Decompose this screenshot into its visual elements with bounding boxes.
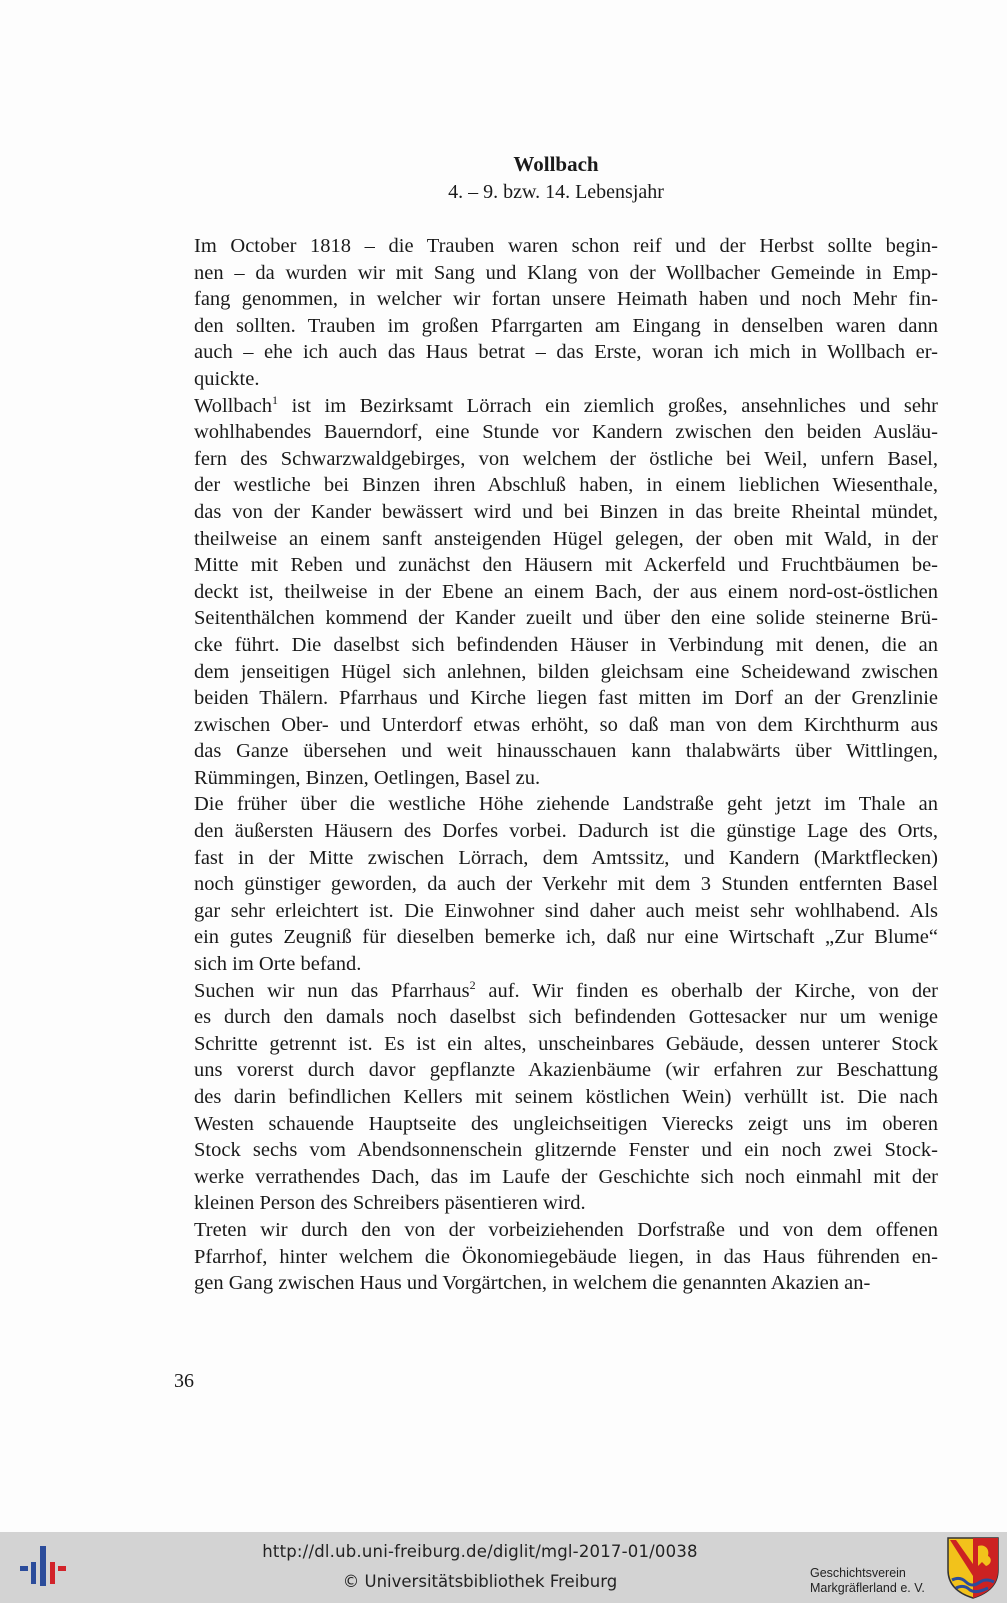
text-line: noch günstiger geworden, da auch der Verkehr mit dem 3 Stunden entfernten Basel [194, 873, 938, 896]
society-name [810, 1566, 925, 1596]
paragraph [174, 978, 938, 1217]
text-line: gar sehr erleichtert ist. Die Einwohner sind daher auch meist sehr wohlhabend. Als [194, 899, 938, 922]
text-line: das Ganze übersehen und weit hinausschauen kann thalabwärts über Wittlingen, [194, 740, 938, 763]
text-line: Seitenthälchen kommend der Kander zueilt und über den eine solide steinerne Brü- [194, 607, 938, 630]
text-line: Mitte mit Reben und zunächst den Häusern mit Ackerfeld und Fruchtbäumen be- [194, 554, 938, 577]
text-line: fern des Schwarzwaldgebirges, von welchem der östliche bei Weil, unfern Basel, [194, 447, 938, 470]
society-name-line-2: Markgräflerland e. V. [810, 1581, 925, 1595]
text-line: der westliche bei Binzen ihren Abschluß haben, in einem lieblichen Wiesenthale, [194, 474, 938, 497]
text-line: beiden Thälern. Pfarrhaus und Kirche liegen fast mitten im Dorf an der Grenzlinie [194, 687, 938, 710]
chapter-subtitle: 4. – 9. bzw. 14. Lebensjahr [448, 181, 664, 203]
text-line: Im October 1818 – die Trauben waren schon reif und der Herbst sollte begin- [194, 235, 938, 257]
body-text [174, 233, 938, 1297]
footer-url-link[interactable]: http://dl.ub.uni-freiburg.de/diglit/mgl-2017-01/0038 [262, 1542, 698, 1561]
text-line: dem jenseitigen Hügel sich anlehnen, bilden gleichsam eine Scheidewand zwischen [194, 660, 938, 683]
text-line: nen – da wurden wir mit Sang und Klang von der Wollbacher Gemeinde in Emp- [194, 261, 938, 284]
paragraph [174, 233, 938, 393]
text-line-rest: auf. Wir finden es oberhalb der Kirche, von der [475, 979, 939, 1002]
text-line: das von der Kander bewässert wird und bei Binzen in das breite Rheintal mündet, [194, 500, 938, 523]
footer-bar [0, 1532, 1007, 1603]
footnote-marker: 1 [272, 392, 279, 407]
text-line: kleinen Person des Schreibers päsentieren wird. [194, 1192, 586, 1215]
society-name-line-1: Geschichtsverein [810, 1566, 906, 1580]
footer-copyright: © Universitätsbibliothek Freiburg [342, 1572, 618, 1591]
text-line: werke verrathendes Dach, das im Laufe der Geschichte sich noch einmahl mit der [194, 1165, 938, 1188]
text-line [174, 393, 938, 420]
ub-freiburg-logo-icon [18, 1542, 68, 1592]
text-line: Die früher über die westliche Höhe ziehende Landstraße geht jetzt im Thale an [194, 793, 938, 816]
paragraph [174, 393, 938, 792]
page-number: 36 [174, 1370, 194, 1392]
text-line: wohlhabendes Bauerndorf, eine Stunde vor Kandern zwischen den beiden Ausläu- [194, 421, 938, 444]
text-line: Rümmingen, Binzen, Oetlingen, Basel zu. [194, 766, 541, 789]
text-line: des darin befindlichen Kellers mit seinem köstlichen Wein) verhüllt ist. Die nach [194, 1086, 938, 1108]
text-line: uns vorerst durch davor gepflanzte Akazienbäume (wir erfahren zur Beschattung [194, 1059, 938, 1082]
text-line: sich im Orte befand. [194, 953, 362, 976]
text-line [174, 978, 938, 1005]
text-line: Westen schauende Hauptseite des ungleichseitigen Vierecks zeigt uns im oberen [194, 1112, 938, 1135]
paragraph [174, 1217, 938, 1297]
text-line: fast in der Mitte zwischen Lörrach, dem Amtssitz, und Kandern (Marktflecken) [194, 846, 938, 869]
text-line: zwischen Ober- und Unterdorf etwas erhöht, so daß man von dem Kirchthurm aus [194, 713, 938, 736]
paragraph-lead: Wollbach [194, 394, 273, 417]
text-line: Treten wir durch den von der vorbeiziehenden Dorfstraße und von dem offenen [194, 1218, 938, 1241]
text-line-rest: ist im Bezirksamt Lörrach ein ziemlich großes, ansehnliches und sehr [278, 394, 938, 417]
text-line: cke führt. Die daselbst sich befindenden Häuser in Verbindung mit denen, die an [194, 633, 938, 656]
text-line: Pfarrhof, hinter welchem die Ökonomiegebäude liegen, in das Haus führenden en- [194, 1245, 938, 1268]
chapter-title: Wollbach [513, 152, 599, 176]
paragraph [174, 791, 938, 977]
text-line: Stock sechs vom Abendsonnenschein glitzernde Fenster und ein noch zwei Stock- [194, 1139, 938, 1162]
text-line: auch – ehe ich auch das Haus betrat – das Erste, woran ich mich in Wollbach er- [194, 341, 938, 364]
text-line: es durch den damals noch daselbst sich befindenden Gottesacker nur um wenige [194, 1006, 938, 1029]
paragraph-lead: Suchen wir nun das Pfarrhaus [194, 979, 470, 1002]
text-line: quickte. [194, 367, 260, 390]
text-line: deckt ist, theilweise in der Ebene an einem Bach, der aus einem nord-ost-östlichen [194, 580, 938, 603]
text-line: den äußersten Häusern des Dorfes vorbei. Dadurch ist die günstige Lage des Orts, [194, 820, 938, 843]
society-crest-icon [946, 1536, 1000, 1600]
text-line: fang genommen, in welcher wir fortan unsere Heimath haben und noch Mehr fin- [194, 288, 938, 311]
text-line: Schritte getrennt ist. Es ist ein altes, unscheinbares Gebäude, dessen unterer Stock [194, 1032, 938, 1055]
text-line: theilweise an einem sanft ansteigenden Hügel gelegen, der oben mit Wald, in der [194, 527, 938, 550]
text-line: den sollten. Trauben im großen Pfarrgarten am Eingang in denselben waren dann [194, 314, 938, 337]
text-line: gen Gang zwischen Haus und Vorgärtchen, in welchem die genannten Akazien an- [194, 1272, 871, 1295]
footnote-marker: 2 [469, 977, 476, 992]
text-line: ein gutes Zeugniß für dieselben bemerke ich, daß nur eine Wirtschaft „Zur Blume“ [194, 926, 938, 949]
